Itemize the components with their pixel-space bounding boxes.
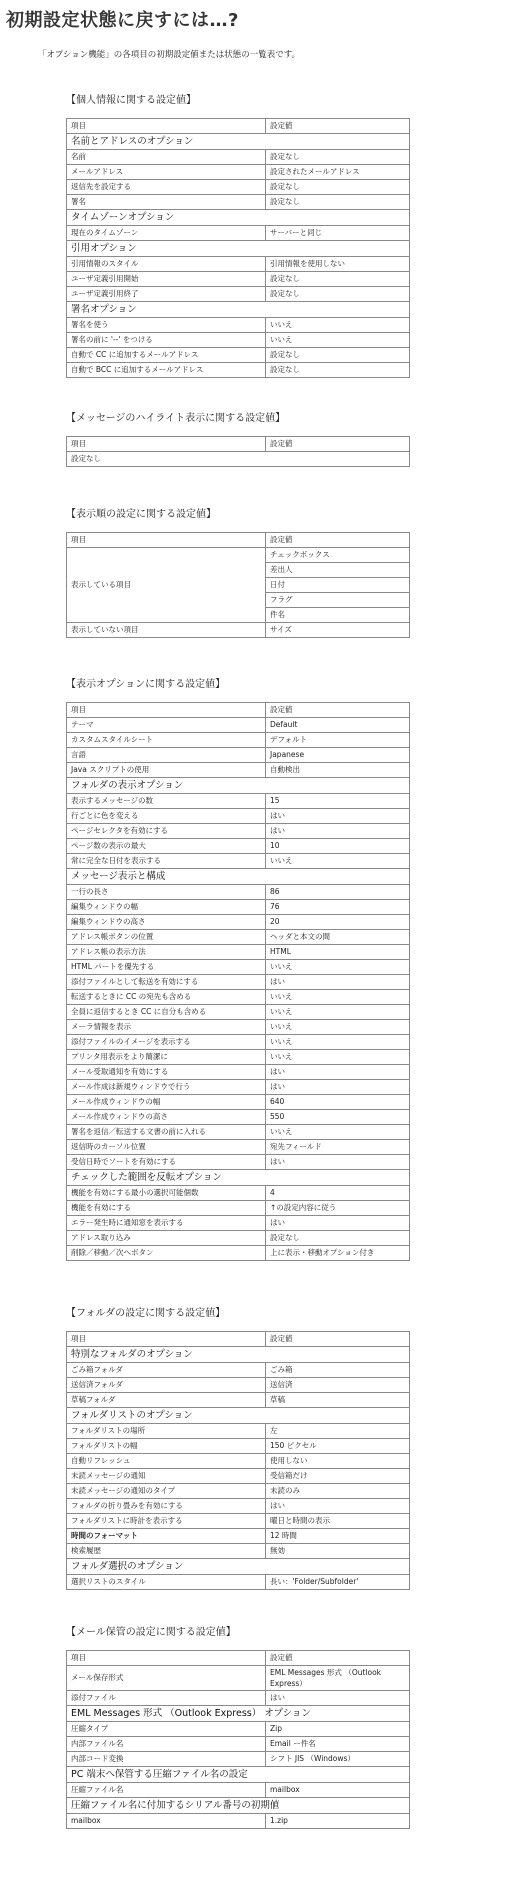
row-value: 送信済	[266, 1378, 410, 1393]
subsection-row	[67, 302, 410, 318]
table-row	[67, 363, 410, 378]
subsection-row	[67, 134, 410, 150]
table-row	[67, 1186, 410, 1201]
subsection-row	[67, 210, 410, 226]
row-label: ページ数の表示の最大	[67, 839, 266, 854]
row-label: ユーザ定義引用開始	[67, 272, 266, 287]
row-value: 12 時間	[266, 1529, 410, 1544]
subsection-heading: タイムゾーンオプション	[67, 210, 410, 226]
row-label: Java スクリプトの使用	[67, 763, 266, 778]
subsection-heading: メッセージ表示と構成	[67, 869, 410, 885]
row-value: 設定なし	[266, 150, 410, 165]
subsection-heading: 圧縮ファイル名に付加するシリアル番号の初期値	[67, 1798, 410, 1814]
settings-table	[66, 1331, 410, 1590]
row-value: 15	[266, 794, 410, 809]
row-label: 現在のタイムゾーン	[67, 226, 266, 241]
column-header-value: 設定値	[266, 1651, 410, 1666]
subsection-row	[67, 1408, 410, 1424]
row-value: いいえ	[266, 854, 410, 869]
section-highlight	[66, 411, 410, 467]
row-label: 自動で BCC に追加するメールアドレス	[67, 363, 266, 378]
row-value: ヘッダと本文の間	[266, 930, 410, 945]
table-row	[67, 1575, 410, 1590]
row-label: 署名を返信／転送する文書の前に入れる	[67, 1125, 266, 1140]
section-title: 【個人情報に関する設定値】	[66, 95, 196, 106]
table-row	[67, 990, 410, 1005]
row-label: フォルダリストに時計を表示する	[67, 1514, 266, 1529]
subsection-heading: チェックした範囲を反転オプション	[67, 1170, 410, 1186]
row-label: アドレス取り込み	[67, 1231, 266, 1246]
column-header-value: 設定値	[266, 533, 410, 548]
table-row	[67, 1544, 410, 1559]
table-row	[67, 333, 410, 348]
table-row	[67, 548, 410, 563]
row-value: はい	[266, 1155, 410, 1170]
row-label: 表示するメッセージの数	[67, 794, 266, 809]
intro-text: 「オプション機能」の各項目の初期設定値または状態の一覧表です。	[38, 50, 301, 60]
row-value: Email ー件名	[266, 1737, 410, 1752]
table-row	[67, 763, 410, 778]
row-label: メールアドレス	[67, 165, 266, 180]
row-label: テーマ	[67, 718, 266, 733]
row-label: 圧縮タイプ	[67, 1722, 266, 1737]
row-value: Zip	[266, 1722, 410, 1737]
subsection-heading: フォルダ選択のオプション	[67, 1559, 410, 1575]
table-row	[67, 1020, 410, 1035]
row-value: 設定なし	[266, 348, 410, 363]
row-value: 自動検出	[266, 763, 410, 778]
section-title: 【表示オプションに関する設定値】	[66, 679, 226, 690]
subsection-row	[67, 1798, 410, 1814]
row-value: はい	[266, 1065, 410, 1080]
row-label: HTML パートを優先する	[67, 960, 266, 975]
subsection-heading: フォルダの表示オプション	[67, 778, 410, 794]
row-label: 自動リフレッシュ	[67, 1454, 266, 1469]
row-label: ごみ箱フォルダ	[67, 1363, 266, 1378]
row-value: ↑の設定内容に従う	[266, 1201, 410, 1216]
row-value: いいえ	[266, 1020, 410, 1035]
table-row	[67, 945, 410, 960]
row-value: デフォルト	[266, 733, 410, 748]
row-value: 差出人	[266, 563, 410, 578]
row-value: 受信箱だけ	[266, 1469, 410, 1484]
subsection-heading: 名前とアドレスのオプション	[67, 134, 410, 150]
column-header-item: 項目	[67, 533, 266, 548]
table-row	[67, 348, 410, 363]
row-label: メール作成ウィンドウの高さ	[67, 1110, 266, 1125]
table-row	[67, 272, 410, 287]
row-label: フォルダの折り畳みを有効にする	[67, 1499, 266, 1514]
column-header-value: 設定値	[266, 703, 410, 718]
row-label: 受信日時でソートを有効にする	[67, 1155, 266, 1170]
row-label: アドレス帳ボタンの位置	[67, 930, 266, 945]
table-row	[67, 180, 410, 195]
row-value: フラグ	[266, 593, 410, 608]
table-row	[67, 1814, 410, 1829]
row-value: 20	[266, 915, 410, 930]
page-title: 初期設定状態に戻すには…?	[6, 10, 239, 31]
subsection-row	[67, 1706, 410, 1722]
row-value: mailbox	[266, 1783, 410, 1798]
table-row	[67, 1110, 410, 1125]
table-row	[67, 1035, 410, 1050]
table-row	[67, 1246, 410, 1261]
row-value: いいえ	[266, 1050, 410, 1065]
row-value: 550	[266, 1110, 410, 1125]
table-row	[67, 854, 410, 869]
row-label: 機能を有効にする	[67, 1201, 266, 1216]
table-row	[67, 623, 410, 638]
row-label: 草稿フォルダ	[67, 1393, 266, 1408]
row-value: 左	[266, 1424, 410, 1439]
row-value: 未読のみ	[266, 1484, 410, 1499]
row-label: 全員に返信するとき CC に自分も含める	[67, 1005, 266, 1020]
row-value: 日付	[266, 578, 410, 593]
row-value: チェックボックス	[266, 548, 410, 563]
settings-table	[66, 702, 410, 1261]
table-row	[67, 1005, 410, 1020]
table-row	[67, 718, 410, 733]
row-label: 圧縮ファイル名	[67, 1783, 266, 1798]
table-row	[67, 1529, 410, 1544]
table-row	[67, 1783, 410, 1798]
table-row	[67, 960, 410, 975]
row-value: いいえ	[266, 333, 410, 348]
table-header-row	[67, 119, 410, 134]
section-mail-archive	[66, 1625, 410, 1829]
row-value: はい	[266, 824, 410, 839]
section-personal-info	[66, 93, 410, 378]
table-row	[67, 915, 410, 930]
row-value: いいえ	[266, 318, 410, 333]
row-value: 上に表示・移動オプション付き	[266, 1246, 410, 1261]
table-row	[67, 1140, 410, 1155]
row-value: 引用情報を使用しない	[266, 257, 410, 272]
row-label: カスタムスタイルシート	[67, 733, 266, 748]
subsection-row	[67, 1559, 410, 1575]
subsection-row	[67, 241, 410, 257]
table-header-row	[67, 703, 410, 718]
subsection-heading: 引用オプション	[67, 241, 410, 257]
table-row	[67, 1378, 410, 1393]
section-title: 【フォルダの設定に関する設定値】	[66, 1308, 226, 1319]
column-header-item: 項目	[67, 119, 266, 134]
table-row	[67, 930, 410, 945]
section-title: 【メッセージのハイライト表示に関する設定値】	[66, 413, 286, 424]
row-label: 編集ウィンドウの幅	[67, 900, 266, 915]
row-value: 長い：'Folder/Subfolder'	[266, 1575, 410, 1590]
row-label: メール作成は新規ウィンドウで行う	[67, 1080, 266, 1095]
row-label: エラー発生時に通知窓を表示する	[67, 1216, 266, 1231]
row-value: いいえ	[266, 1005, 410, 1020]
table-row	[67, 1363, 410, 1378]
settings-table	[66, 1650, 410, 1829]
row-label: 表示している項目	[67, 548, 266, 623]
section-display-order	[66, 507, 410, 638]
row-value: 設定なし	[266, 180, 410, 195]
row-label: 未読メッセージの通知のタイプ	[67, 1484, 266, 1499]
row-label: メール作成ウィンドウの幅	[67, 1095, 266, 1110]
column-header-value: 設定値	[266, 1332, 410, 1347]
table-row	[67, 1484, 410, 1499]
table-row	[67, 1514, 410, 1529]
table-row	[67, 226, 410, 241]
table-row	[67, 1499, 410, 1514]
row-label: 添付ファイル	[67, 1691, 266, 1706]
column-header-item: 項目	[67, 1651, 266, 1666]
row-label: 添付ファイルのイメージを表示する	[67, 1035, 266, 1050]
row-label: 編集ウィンドウの高さ	[67, 915, 266, 930]
row-label: 内部ファイル名	[67, 1737, 266, 1752]
row-label: 自動で CC に追加するメールアドレス	[67, 348, 266, 363]
column-header-value: 設定値	[266, 119, 410, 134]
row-label: フォルダリストの場所	[67, 1424, 266, 1439]
settings-table	[66, 118, 410, 378]
subsection-row	[67, 869, 410, 885]
row-value: 150 ピクセル	[266, 1439, 410, 1454]
table-row	[67, 1439, 410, 1454]
subsection-row	[67, 1767, 410, 1783]
row-label: 送信済フォルダ	[67, 1378, 266, 1393]
table-row	[67, 1666, 410, 1691]
row-value: 設定なし	[266, 363, 410, 378]
row-value: はい	[266, 1691, 410, 1706]
table-row	[67, 150, 410, 165]
row-value: 設定なし	[266, 287, 410, 302]
row-value: 曜日と時間の表示	[266, 1514, 410, 1529]
table-row	[67, 452, 410, 467]
table-row	[67, 900, 410, 915]
section-display-options	[66, 677, 410, 1261]
column-header-value: 設定値	[266, 437, 410, 452]
subsection-row	[67, 1170, 410, 1186]
row-value: いいえ	[266, 990, 410, 1005]
row-label: 行ごとに色を変える	[67, 809, 266, 824]
table-row	[67, 824, 410, 839]
row-value: 設定なし	[266, 195, 410, 210]
row-value: 無効	[266, 1544, 410, 1559]
table-row	[67, 318, 410, 333]
table-row	[67, 1155, 410, 1170]
row-label: 名前	[67, 150, 266, 165]
row-label: 署名を使う	[67, 318, 266, 333]
settings-table	[66, 532, 410, 638]
table-row	[67, 794, 410, 809]
row-value: 草稿	[266, 1393, 410, 1408]
row-label: 返信時のカーソル位置	[67, 1140, 266, 1155]
table-row	[67, 885, 410, 900]
section-title: 【表示順の設定に関する設定値】	[66, 509, 216, 520]
row-value: 4	[266, 1186, 410, 1201]
settings-table	[66, 436, 410, 467]
table-row	[67, 1216, 410, 1231]
table-row	[67, 1722, 410, 1737]
row-value: いいえ	[266, 1125, 410, 1140]
row-label: メール保存形式	[67, 1666, 266, 1691]
row-label: メーラ情報を表示	[67, 1020, 266, 1035]
row-label: フォルダリストの幅	[67, 1439, 266, 1454]
table-header-row	[67, 1332, 410, 1347]
row-label: 選択リストのスタイル	[67, 1575, 266, 1590]
table-row	[67, 1691, 410, 1706]
table-header-row	[67, 1651, 410, 1666]
table-row	[67, 733, 410, 748]
row-value: いいえ	[266, 960, 410, 975]
row-label: 引用情報のスタイル	[67, 257, 266, 272]
table-row	[67, 1050, 410, 1065]
table-row	[67, 1469, 410, 1484]
row-label: 常に完全な日付を表示する	[67, 854, 266, 869]
column-header-item: 項目	[67, 437, 266, 452]
row-value: 設定なし	[266, 1231, 410, 1246]
subsection-heading: PC 端末へ保管する圧縮ファイル名の設定	[67, 1767, 410, 1783]
table-row	[67, 1125, 410, 1140]
row-value: 件名	[266, 608, 410, 623]
row-label: 内部コード変換	[67, 1752, 266, 1767]
table-row	[67, 1454, 410, 1469]
row-label: 添付ファイルとして転送を有効にする	[67, 975, 266, 990]
row-value: はい	[266, 1499, 410, 1514]
subsection-heading: 特別なフォルダのオプション	[67, 1347, 410, 1363]
table-row	[67, 257, 410, 272]
row-label: ユーザ定義引用終了	[67, 287, 266, 302]
row-value: 設定なし	[266, 272, 410, 287]
table-row	[67, 1231, 410, 1246]
row-label: mailbox	[67, 1814, 266, 1829]
row-value: 1.zip	[266, 1814, 410, 1829]
table-row	[67, 1065, 410, 1080]
table-row	[67, 1080, 410, 1095]
row-value: 86	[266, 885, 410, 900]
section-title: 【メール保管の設定に関する設定値】	[66, 1627, 236, 1638]
row-label: 署名の前に '--' をつける	[67, 333, 266, 348]
row-value: 10	[266, 839, 410, 854]
table-row	[67, 1424, 410, 1439]
row-value: はい	[266, 1216, 410, 1231]
subsection-row	[67, 1347, 410, 1363]
table-header-row	[67, 437, 410, 452]
row-value: シフト JIS （Windows）	[266, 1752, 410, 1767]
row-value: 設定されたメールアドレス	[266, 165, 410, 180]
row-value: EML Messages 形式 （Outlook Express）	[266, 1666, 410, 1691]
row-value: Default	[266, 718, 410, 733]
table-row	[67, 1393, 410, 1408]
subsection-heading: 署名オプション	[67, 302, 410, 318]
table-row	[67, 287, 410, 302]
row-label: アドレス帳の表示方法	[67, 945, 266, 960]
row-label: 検索履歴	[67, 1544, 266, 1559]
row-value: 宛先フィールド	[266, 1140, 410, 1155]
row-label: 時間のフォーマット	[67, 1529, 266, 1544]
row-value: 使用しない	[266, 1454, 410, 1469]
row-value: サーバーと同じ	[266, 226, 410, 241]
row-label: 削除／移動／次へボタン	[67, 1246, 266, 1261]
row-label: プリンタ用表示をより簡潔に	[67, 1050, 266, 1065]
row-label: 表示していない項目	[67, 623, 266, 638]
subsection-row	[67, 778, 410, 794]
column-header-item: 項目	[67, 1332, 266, 1347]
subsection-heading: EML Messages 形式 （Outlook Express） オプション	[67, 1706, 410, 1722]
row-value: ごみ箱	[266, 1363, 410, 1378]
row-value: Japanese	[266, 748, 410, 763]
row-value: HTML	[266, 945, 410, 960]
row-value: 76	[266, 900, 410, 915]
row-value: はい	[266, 809, 410, 824]
table-row	[67, 195, 410, 210]
table-row	[67, 748, 410, 763]
row-value: 640	[266, 1095, 410, 1110]
table-row	[67, 1095, 410, 1110]
table-row	[67, 809, 410, 824]
column-header-item: 項目	[67, 703, 266, 718]
row-label: 署名	[67, 195, 266, 210]
row-value: はい	[266, 1080, 410, 1095]
table-row	[67, 839, 410, 854]
table-row	[67, 1201, 410, 1216]
section-folders	[66, 1306, 410, 1590]
row-label: 言語	[67, 748, 266, 763]
table-header-row	[67, 533, 410, 548]
row-value: サイズ	[266, 623, 410, 638]
subsection-heading: フォルダリストのオプション	[67, 1408, 410, 1424]
row-label: ページセレクタを有効にする	[67, 824, 266, 839]
row-label: 転送するときに CC の宛先も含める	[67, 990, 266, 1005]
row-label: 未読メッセージの通知	[67, 1469, 266, 1484]
row-value: はい	[266, 975, 410, 990]
row-label: 一行の長さ	[67, 885, 266, 900]
row-label: 返信先を設定する	[67, 180, 266, 195]
row-value: いいえ	[266, 1035, 410, 1050]
table-row	[67, 1752, 410, 1767]
row-label: 設定なし	[67, 452, 410, 467]
table-row	[67, 165, 410, 180]
row-label: 機能を有効にする最小の選択可能個数	[67, 1186, 266, 1201]
row-label: メール受取通知を有効にする	[67, 1065, 266, 1080]
table-row	[67, 1737, 410, 1752]
table-row	[67, 975, 410, 990]
